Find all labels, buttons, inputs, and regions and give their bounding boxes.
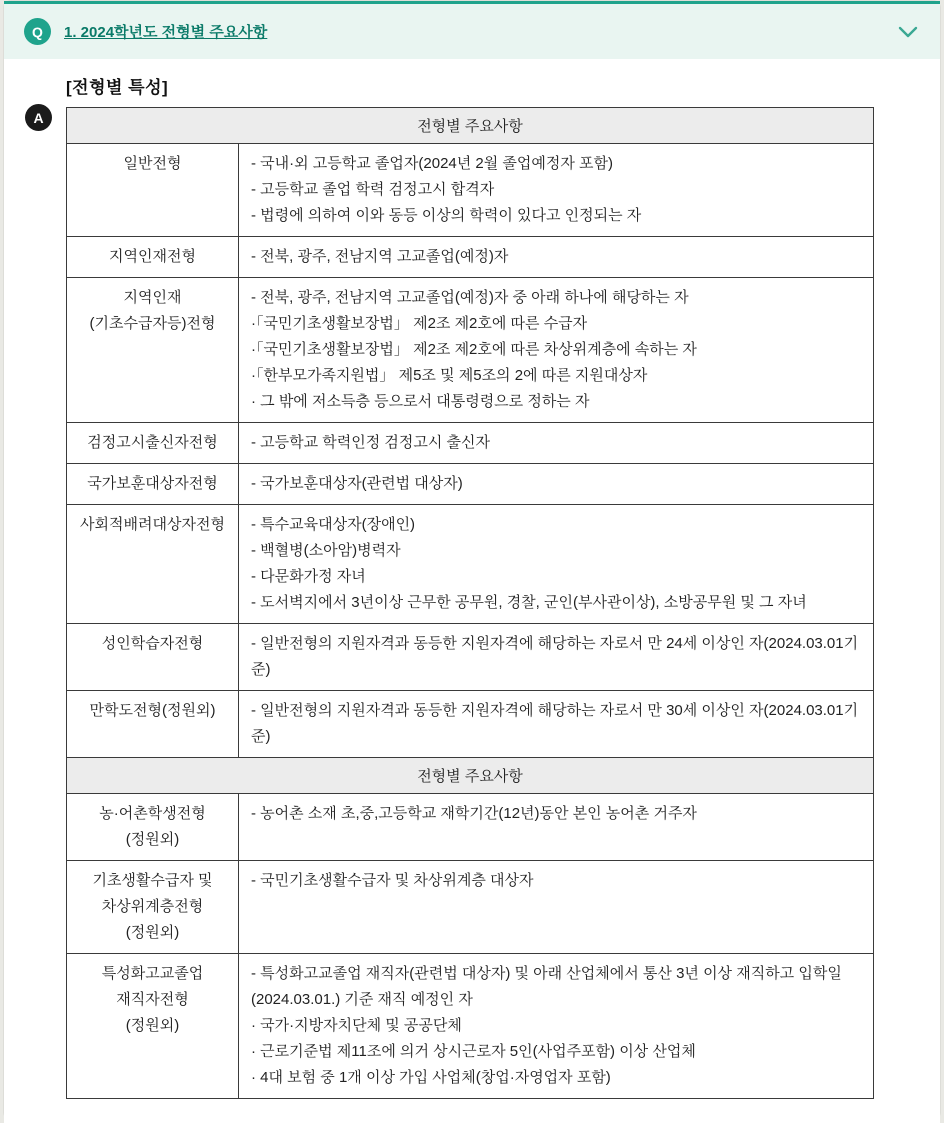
category-line: 사회적배려대상자전형 [80, 516, 225, 533]
category-line: 검정고시출신자전형 [87, 434, 218, 451]
detail-line: - 도서벽지에서 3년이상 근무한 공무원, 경찰, 군인(부사관이상), 소방공무원 및 그 자녀 [251, 594, 807, 611]
category-line: (정원외) [125, 1017, 180, 1034]
detail-line: - 고등학교 졸업 학력 검정고시 합격자 [251, 181, 495, 198]
detail-line: - 일반전형의 지원자격과 동등한 지원자격에 해당하는 자로서 만 24세 이상인 자(2024.03.01기준) [251, 635, 859, 678]
table-row [67, 505, 874, 624]
detail-line: · 근로기준법 제11조에 의거 상시근로자 5인(사업주포함) 이상 산업체 [251, 1043, 696, 1060]
table-row [67, 624, 874, 691]
detail-line: - 일반전형의 지원자격과 동등한 지원자격에 해당하는 자로서 만 30세 이상인 자(2024.03.01기준) [251, 702, 859, 745]
category-line: 농·어촌학생전형 [99, 805, 206, 822]
category-line: 기초생활수급자 및 [92, 872, 213, 889]
details-cell [239, 794, 874, 861]
category-line: 특성화고교졸업 [101, 965, 204, 982]
detail-line: ·「한부모가족지원법」 제5조 및 제5조의 2에 따른 지원대상자 [251, 367, 648, 384]
details-cell [239, 278, 874, 423]
detail-line: - 국민기초생활수급자 및 차상위계층 대상자 [251, 872, 534, 889]
detail-line: - 특성화고교졸업 재직자(관련법 대상자) 및 아래 산업체에서 통산 3년 이상 재직하고 입학일(2024.03.01.) 기준 재직 예정인 자 [251, 965, 842, 1008]
table-row [67, 278, 874, 423]
category-line: 국가보훈대상자전형 [87, 475, 218, 492]
detail-line: - 법령에 의하여 이와 동등 이상의 학력이 있다고 인정되는 자 [251, 207, 642, 224]
details-cell [239, 464, 874, 505]
table-row [67, 237, 874, 278]
detail-line: - 국가보훈대상자(관련법 대상자) [251, 475, 463, 492]
detail-line: ·「국민기초생활보장법」 제2조 제2호에 따른 차상위계층에 속하는 자 [251, 341, 697, 358]
category-cell [67, 423, 239, 464]
admissions-table [66, 107, 874, 1099]
table-row [67, 794, 874, 861]
category-line: 성인학습자전형 [101, 635, 204, 652]
detail-line: · 그 밖에 저소득층 등으로서 대통령령으로 정하는 자 [251, 393, 590, 410]
section-title: [전형별 특성] [66, 78, 169, 97]
detail-line: - 다문화가정 자녀 [251, 568, 366, 585]
category-line: 지역인재 [123, 289, 182, 306]
table-row [67, 144, 874, 237]
details-cell [239, 691, 874, 758]
table-row [67, 464, 874, 505]
question-header[interactable] [4, 1, 940, 59]
category-cell [67, 624, 239, 691]
category-cell [67, 691, 239, 758]
category-line: 만학도전형(정원외) [89, 702, 216, 719]
table-section-header-row [67, 758, 874, 794]
category-line: 차상위계층전형 [101, 898, 204, 915]
detail-line: ·「국민기초생활보장법」 제2조 제2호에 따른 수급자 [251, 315, 588, 332]
table-row [67, 423, 874, 464]
table-section-header: 전형별 주요사항 [67, 758, 874, 794]
detail-line: - 고등학교 학력인정 검정고시 출신자 [251, 434, 491, 451]
detail-line: · 4대 보험 중 1개 이상 가입 사업체(창업·자영업자 포함) [251, 1069, 611, 1086]
answer-panel [4, 59, 940, 1123]
detail-line: - 국내·외 고등학교 졸업자(2024년 2월 졸업예정자 포함) [251, 155, 614, 172]
detail-line: · 국가·지방자치단체 및 공공단체 [251, 1017, 462, 1034]
details-cell [239, 624, 874, 691]
category-line: (정원외) [125, 831, 180, 848]
category-cell [67, 278, 239, 423]
question-title[interactable]: 1. 2024학년도 전형별 주요사항 [64, 24, 268, 41]
category-line: 일반전형 [123, 155, 182, 172]
category-cell [67, 144, 239, 237]
detail-line: - 전북, 광주, 전남지역 고교졸업(예정)자 [251, 248, 509, 265]
q-badge: Q [24, 18, 51, 45]
details-cell [239, 144, 874, 237]
category-cell [67, 237, 239, 278]
a-badge: A [25, 104, 52, 131]
table-row [67, 954, 874, 1099]
answer-content [66, 73, 874, 1099]
category-line: 지역인재전형 [109, 248, 196, 265]
detail-line: - 특수교육대상자(장애인) [251, 516, 416, 533]
category-cell [67, 794, 239, 861]
category-cell [67, 861, 239, 954]
details-cell [239, 861, 874, 954]
category-line: 재직자전형 [116, 991, 189, 1008]
chevron-down-icon[interactable] [898, 26, 918, 38]
details-cell [239, 423, 874, 464]
table-section-header-row [67, 108, 874, 144]
faq-card [3, 0, 941, 1120]
category-line: (기초수급자등)전형 [89, 315, 216, 332]
detail-line: - 농어촌 소재 초,중,고등학교 재학기간(12년)동안 본인 농어촌 거주자 [251, 805, 697, 822]
details-cell [239, 505, 874, 624]
category-cell [67, 505, 239, 624]
category-cell [67, 464, 239, 505]
detail-line: - 전북, 광주, 전남지역 고교졸업(예정)자 중 아래 하나에 해당하는 자 [251, 289, 689, 306]
details-cell [239, 237, 874, 278]
table-row [67, 691, 874, 758]
details-cell [239, 954, 874, 1099]
category-line: (정원외) [125, 924, 180, 941]
table-section-header: 전형별 주요사항 [67, 108, 874, 144]
detail-line: - 백혈병(소아암)병력자 [251, 542, 401, 559]
table-row [67, 861, 874, 954]
category-cell [67, 954, 239, 1099]
